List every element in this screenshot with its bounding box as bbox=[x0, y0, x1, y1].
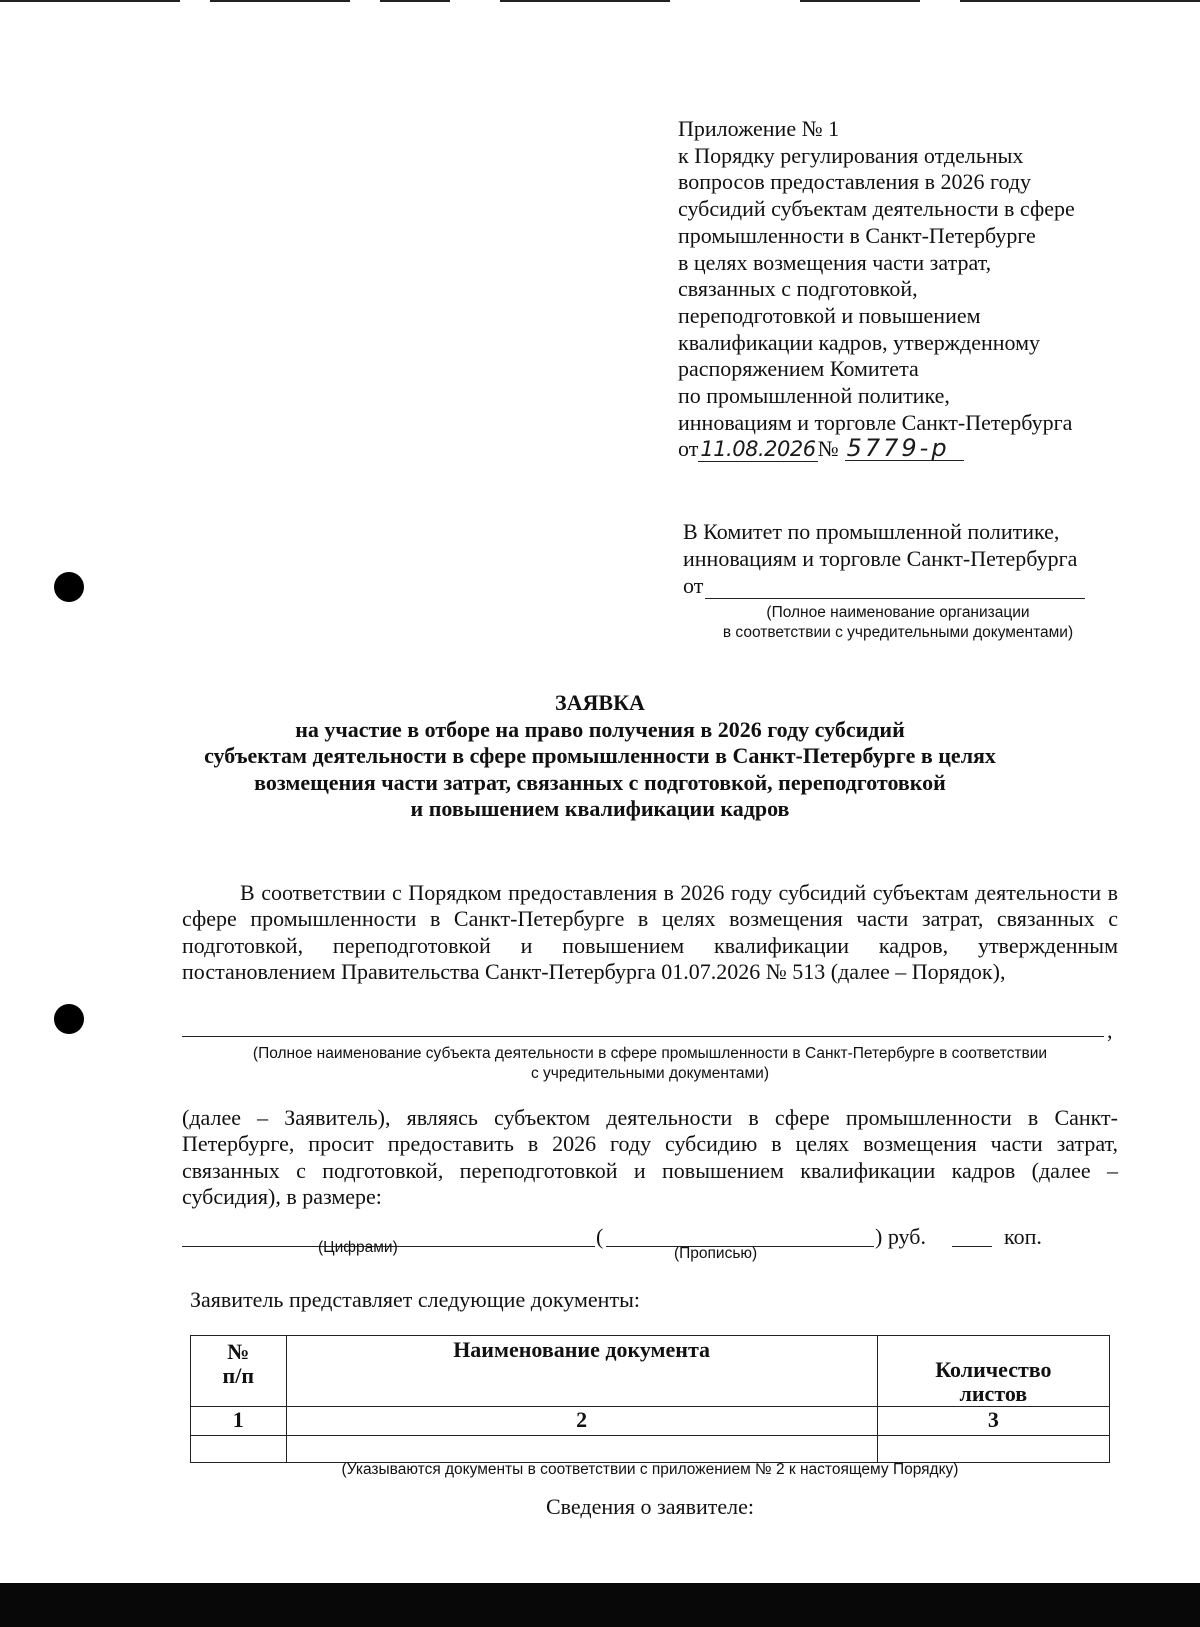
title-line: на участие в отборе на право получения в 2026 году субсидий bbox=[295, 716, 905, 742]
intro-paragraph bbox=[182, 880, 1118, 986]
annex-line: инновациям и торговле Санкт-Петербурга bbox=[678, 409, 1073, 435]
header-sheet-count bbox=[877, 1336, 1109, 1407]
title-heading: ЗАЯВКА bbox=[555, 690, 645, 715]
applicant-info-heading: Сведения о заявителе: bbox=[546, 1494, 755, 1519]
handwritten-date: 11.08.2026 bbox=[700, 437, 816, 462]
addressee-line: инновациям и торговле Санкт-Петербурга bbox=[683, 546, 1078, 571]
header-text: п/п bbox=[222, 1363, 254, 1388]
punch-hole-bottom bbox=[54, 1004, 84, 1034]
handwritten-order-number: 5779-р bbox=[845, 436, 964, 461]
column-number: 1 bbox=[191, 1407, 287, 1436]
intro-text: В соответствии с Порядком предоставления в 2026 году субсидий субъектам деятельности в сфере промышленности в Санкт-Петербурге в целях возмещения части затрат, связанных с подготовкой, переподготовкой и повышением квалификации кадров, утвержденным постановлением Правительства Санкт-Петербурга 01.07.2026 № 513 (далее – Порядок), bbox=[182, 880, 1118, 985]
organization-caption bbox=[683, 603, 1113, 643]
application-title bbox=[180, 690, 1020, 823]
digits-caption: (Цифрами) bbox=[318, 1239, 398, 1256]
table-caption: (Указываются документы в соответствии с приложением № 2 к настоящему Порядку) bbox=[341, 1461, 959, 1478]
column-number: 2 bbox=[286, 1407, 877, 1436]
annex-line: промышленности в Санкт-Петербурге bbox=[678, 222, 1036, 248]
column-numbering-row bbox=[191, 1407, 1110, 1436]
annex-line: субсидий субъектам деятельности в сфере bbox=[678, 196, 1075, 222]
caption-line: с учредительными документами) bbox=[530, 1065, 769, 1082]
annex-line: переподготовкой и повышением bbox=[678, 302, 981, 328]
annex-line: по промышленной политике, bbox=[678, 383, 950, 409]
organization-name-blank[interactable] bbox=[705, 578, 1085, 599]
subject-name-blank[interactable] bbox=[182, 1036, 1104, 1037]
scan-bottom-edge bbox=[0, 1583, 1200, 1627]
table-cell[interactable] bbox=[191, 1436, 287, 1463]
caption-line: (Полное наименование субъекта деятельности в сфере промышленности в Санкт-Петербурге в соответствии bbox=[252, 1045, 1048, 1062]
table-header-row bbox=[191, 1336, 1110, 1407]
addressee-block bbox=[683, 518, 1163, 643]
annex-line: распоряжением Комитета bbox=[678, 356, 919, 382]
documents-table bbox=[190, 1335, 1110, 1463]
subsidy-amount-row bbox=[182, 1224, 1082, 1254]
annex-line: Приложение № 1 bbox=[678, 116, 840, 141]
punch-hole-top bbox=[54, 572, 84, 602]
scan-top-edge bbox=[0, 0, 1200, 2]
header-number bbox=[191, 1336, 287, 1407]
annex-line: вопросов предоставления в 2026 году bbox=[678, 169, 1032, 195]
header-text: листов bbox=[959, 1381, 1028, 1406]
table-cell[interactable] bbox=[286, 1436, 877, 1463]
table-row bbox=[191, 1436, 1110, 1463]
kop-label: коп. bbox=[1004, 1224, 1042, 1249]
applicant-name-line bbox=[683, 572, 1163, 599]
header-text: № bbox=[227, 1339, 250, 1364]
from-label: от bbox=[683, 573, 704, 598]
caption-line: в соответствии с учредительными документами) bbox=[722, 624, 1074, 641]
header-text: Количество bbox=[935, 1357, 1052, 1382]
addressee-line: В Комитет по промышленной политике, bbox=[683, 519, 1060, 544]
title-line: и повышением квалификации кадров bbox=[410, 796, 790, 821]
request-text: (далее – Заявитель), являясь субъектом деятельности в сфере промышленности в Санкт-Петербурге, просит предоставить в 2026 году субсидию в целях возмещения части затрат, связанных с подготовкой, переподготовкой и повышением квалификации кадров (далее – субсидия), в размере: bbox=[182, 1105, 1118, 1210]
kopeck-blank[interactable] bbox=[952, 1246, 992, 1247]
annex-line: связанных с подготовкой, bbox=[678, 276, 918, 302]
title-line: субъектам деятельности в сфере промышленности в Санкт-Петербурге в целях bbox=[204, 743, 996, 768]
trailing-comma: , bbox=[1107, 1018, 1113, 1043]
paren-open: ( bbox=[596, 1224, 604, 1249]
number-sign: № bbox=[817, 436, 839, 462]
column-number: 3 bbox=[877, 1407, 1109, 1436]
words-caption: (Прописью) bbox=[674, 1245, 758, 1262]
request-paragraph bbox=[182, 1105, 1118, 1211]
subject-caption bbox=[182, 1044, 1118, 1084]
title-line: возмещения части затрат, связанных с подготовкой, переподготовкой bbox=[254, 769, 946, 795]
header-document-name: Наименование документа bbox=[286, 1336, 877, 1407]
table-cell[interactable] bbox=[877, 1436, 1109, 1463]
from-prefix: от bbox=[678, 436, 699, 462]
rub-label: ) руб. bbox=[875, 1224, 926, 1249]
annex-line: в целях возмещения части затрат, bbox=[678, 249, 992, 275]
order-date-number bbox=[678, 436, 1178, 463]
documents-intro: Заявитель представляет следующие документы: bbox=[190, 1287, 640, 1312]
annex-reference bbox=[678, 116, 1178, 463]
annex-line: квалификации кадров, утвержденному bbox=[678, 329, 1041, 355]
annex-line: к Порядку регулирования отдельных bbox=[678, 142, 1024, 168]
caption-line: (Полное наименование организации bbox=[766, 604, 1030, 621]
